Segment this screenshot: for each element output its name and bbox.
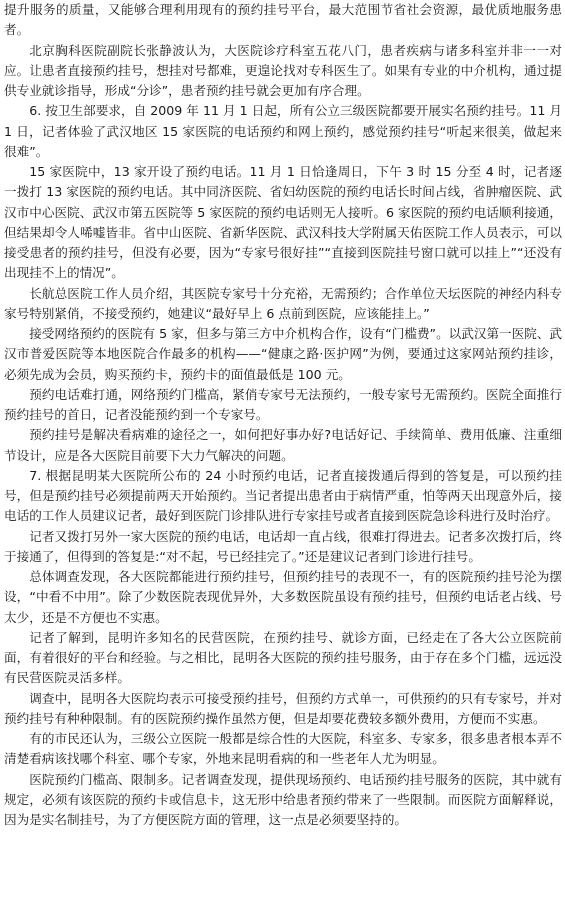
paragraph: 长航总医院工作人员介绍，其医院专家号十分充裕，无需预约；合作单位天坛医院的神经内科专家号特别紧俏，不接受预约，她建议“最好早上 6 点前到医院，应该能挂上。”	[4, 285, 562, 321]
paragraph: 医院预约门槛高、限制多。记者调查发现，提供现场预约、电话预约挂号服务的医院，其中就有规定，必须有该医院的预约卡或信息卡，这无形中给患者预约带来了一些限制。而医院方面解释说，因为是实名制挂号，为了方便医院方面的管理，这一点是必须要坚持的。	[4, 771, 562, 827]
paragraph: 记者又拨打另外一家大医院的预约电话，电话却一直占线，很难打得进去。记者多次拨打后，终于接通了，但得到的答复是:“对不起，号已经挂完了。”还是建议记者到门诊进行挂号。	[4, 528, 562, 564]
paragraph: 提升服务的质量，又能够合理利用现有的预约挂号平台，最大范围节省社会资源，最优质地服务患者。	[4, 2, 562, 38]
paragraph: 6. 按卫生部要求，自 2009 年 11 月 1 日起，所有公立三级医院都要开展实名预约挂号。11 月 1 日，记者体验了武汉地区 15 家医院的电话预约和网上预约，感觉预约挂号“听起来很美，做起来很难”。	[4, 103, 562, 159]
paragraph: 7. 根据昆明某大医院所公布的 24 小时预约电话，记者直接拨通后得到的答复是，可以预约挂号，但是预约挂号必须提前两天开始预约。当记者提出患者由于病情严重，怕等两天出现意外后，接电话的工作人员建议记者，最好到医院门诊排队进行专家挂号或者直接到医院急诊科进行及时治疗。	[4, 467, 562, 524]
paragraph: 北京胸科医院副院长张静波认为，大医院诊疗科室五花八门，患者疾病与诸多科室并非一一对应。让患者直接预约挂号，想挂对号都难，更遑论找对专科医生了。如果有专业的中介机构，通过提供专业就诊指导，形成“分诊”，患者预约挂号就会更加有序合理。	[4, 42, 562, 98]
document-body	[4, 0, 562, 830]
paragraph: 总体调查发现，各大医院都能进行预约挂号，但预约挂号的表现不一，有的医院预约挂号沦为摆设，“中看不中用”。除了少数医院表现优异外，大多数医院虽设有预约挂号，但预约电话老占线、号太少，还是不方便也不实惠。	[4, 569, 562, 625]
paragraph: 预约挂号是解决看病难的途径之一，如何把好事办好?电话好记、手续简单、费用低廉、注重细节设计，应是各大医院目前要下大力气解决的问题。	[4, 427, 562, 463]
paragraph: 有的市民还认为，三级公立医院一般都是综合性的大医院，科室多、专家多，很多患者根本弄不清楚看病该找哪个科室、哪个专家，外地来昆明看病的和一些老年人尤为明显。	[4, 731, 562, 767]
paragraph: 15 家医院中，13 家开设了预约电话。11 月 1 日恰逢周日，下午 3 时 15 分至 4 时，记者逐一拨打 13 家医院的预约电话。其中同济医院、省妇幼医院的预约电话长时间占线，省肿瘤医院、武汉市中心医院、武汉市第五医院等 5 家医院的预约电话则无人接听。6 家医院的预约电话顺利接通，但结果却令人唏嘘皆非。省中山医院、省新华医院、武汉科技大学附属天佑医院工作人员表示，可以接受患者的预约挂号，但没有必要，因为“专家号很好挂”“直接到医院挂号窗口就可以挂上”“还没有出现挂不上的情况”。	[4, 164, 562, 281]
paragraph: 接受网络预约的医院有 5 家，但多与第三方中介机构合作，设有“门槛费”。以武汉第一医院、武汉市普爱医院等本地医院合作最多的机构——“健康之路·医护网”为例，要通过这家网站预约挂诊，必须先成为会员，购买预约卡，预约卡的面值最低是 100 元。	[4, 326, 563, 382]
paragraph: 调查中，昆明各大医院均表示可接受预约挂号，但预约方式单一，可供预约的只有专家号，并对预约挂号有种种限制。有的医院预约操作虽然方便，但是却要花费较多额外费用，方便而不实惠。	[4, 690, 562, 726]
paragraph: 预约电话难打通，网络预约门槛高，紧俏专家号无法预约，一般专家号无需预约。医院全面推行预约挂号的首日，记者没能预约到一个专家号。	[4, 386, 562, 422]
paragraph: 记者了解到，昆明许多知名的民营医院，在预约挂号、就诊方面，已经走在了各大公立医院前面，有着很好的平台和经验。与之相比，昆明各大医院的预约挂号服务，由于存在多个门槛，远远没有民营医院灵活多样。	[4, 629, 562, 686]
